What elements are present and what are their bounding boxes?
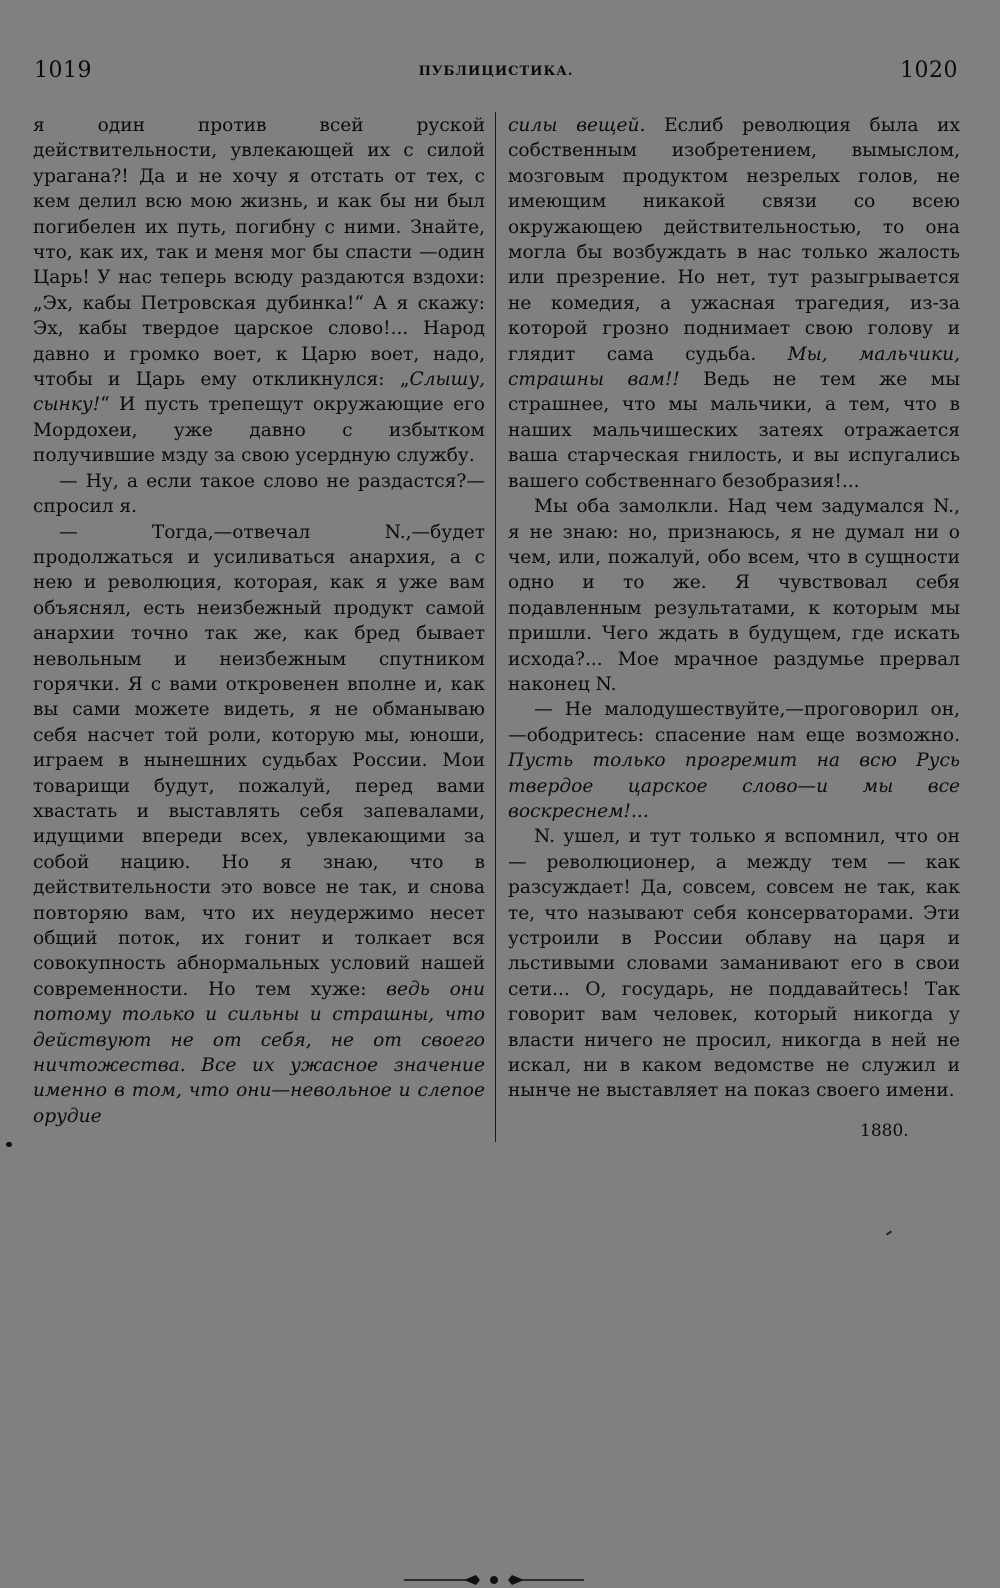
page-header bbox=[34, 58, 958, 88]
text-run: Мы оба замолкли. Над чем задумался N., я не знаю: но, признаюсь, я не думал ни о чем, или, пожалуй, обо всем, что в сущности одно и то же. Я чувствовал себя подавленным результатами, к которым мы пришли. Чего ждать в будущем, где искать исхода?... Мое мрачное раздумье прервал наконец N. bbox=[508, 496, 960, 695]
paragraph bbox=[508, 494, 960, 697]
italic-text: Мы, мальчики, страшны вам!! bbox=[508, 343, 960, 391]
italic-text: Слышу, сынку! bbox=[33, 369, 485, 416]
paragraph bbox=[33, 469, 485, 520]
text-run: — Ну, а если такое слово не раздастся?— спросил я. bbox=[33, 470, 485, 518]
text-run: Ведь не тем же мы страшнее, что мы мальчики, а тем, что в наших мальчишеских затеях отражается ваша старческая гнилость, и вы испугались вашего собственнаго безобразия!... bbox=[508, 369, 960, 492]
paragraph bbox=[508, 113, 960, 494]
italic-text: силы вещей. bbox=[508, 115, 646, 136]
left-text-column bbox=[33, 113, 485, 1129]
text-run: Еслиб революция была их собственным изобретением, вымыслом, мозговым продуктом незрелых голов, не имеющим никакой связи со всею окружающею действительностью, то она могла бы возбуждать в нас только жалость или презрение. Но нет, тут разыгрывается не комедия, а ужасная трагедия, из-за которой грозно поднимает свою голову и глядит сама судьба. bbox=[508, 115, 961, 365]
right-page-number: 1020 bbox=[900, 58, 958, 83]
italic-text: ведь они потому только и сильны и страшны, что действуют не от себя, не от своего ничтожества. Все их ужасное значение именно в том, что они—невольное и слепое орудие bbox=[33, 978, 485, 1127]
paragraph bbox=[508, 824, 960, 1103]
end-ornament bbox=[404, 1572, 584, 1588]
right-text-column bbox=[508, 113, 960, 1104]
paragraph bbox=[33, 113, 485, 469]
text-run: “ И пусть трепещут окружающие его Мордохеи, уже давно с избытком получившие мзду за свою усердную службу. bbox=[33, 394, 485, 467]
italic-text: Пусть только прогремит на всю Русь твердое царское слово—и мы все воскреснем!... bbox=[508, 750, 960, 822]
paragraph bbox=[33, 520, 485, 1130]
running-title: ПУБЛИЦИСТИКА. bbox=[418, 64, 574, 79]
date-line: 1880. bbox=[860, 1121, 909, 1141]
text-run: — Не малодушествуйте,—проговорил он, —ободритесь: спасение нам еще возможно. bbox=[508, 699, 960, 746]
text-run: я один против всей руской действительности, увлекающей их с силой урагана?! Да и не хочу я отстать от тех, с кем делил всю мою жизнь, и как бы ни был погибелен их путь, погибну с ними. Знайте, что, как их, так и меня мог бы спасти —один Царь! У нас теперь всюду раздаются вздохи: „Эх, кабы Петровская дубинка!“ А я скажу: Эх, кабы твердое царское слово!... Народ давно и громко воет, к Царю воет, надо, чтобы и Царь ему откликнулся: „ bbox=[33, 115, 485, 391]
column-divider bbox=[495, 112, 496, 1142]
paragraph bbox=[508, 697, 960, 824]
left-page-number: 1019 bbox=[34, 58, 92, 83]
margin-speck bbox=[6, 1142, 12, 1147]
text-run: — Тогда,—отвечал N.,—будет продолжаться и усиливаться анархия, а с нею и революция, которая, как я уже вам объяснял, есть неизбежный продукт самой анархии точно так же, как бред бывает невольным и неизбежным спутником горячки. Я с вами откровенен вполне и, как вы сами можете видеть, я не обманываю себя насчет той роли, которую мы, юноши, играем в нынешних судьбах России. Мои товарищи будут, пожалуй, перед вами хвастать и выставлять себя запевалами, идущими впереди всех, увлекающими за собой нацию. Но я знаю, что в действительности это вовсе не так, и снова повторяю вам, что их неудержимо несет общий поток, их гонит и толкает вся совокупность абнормальных условий нашей современности. Но тем хуже: bbox=[33, 521, 485, 1000]
text-run: N. ушел, и тут только я вспомнил, что он — революционер, а между тем — как разсуждает! Да, совсем, совсем не так, как те, что называют себя консерваторами. Эти устроили в России облаву на царя и льстивыми словами заманивают его в свои сети... О, государь, не поддавайтесь! Так говорит вам человек, который никогда у власти ничего не просил, никогда в ней не искал, ни в каком ведомстве не служил и нынче не выставляет на показ своего имени. bbox=[508, 826, 960, 1102]
page-speck bbox=[886, 1230, 892, 1235]
